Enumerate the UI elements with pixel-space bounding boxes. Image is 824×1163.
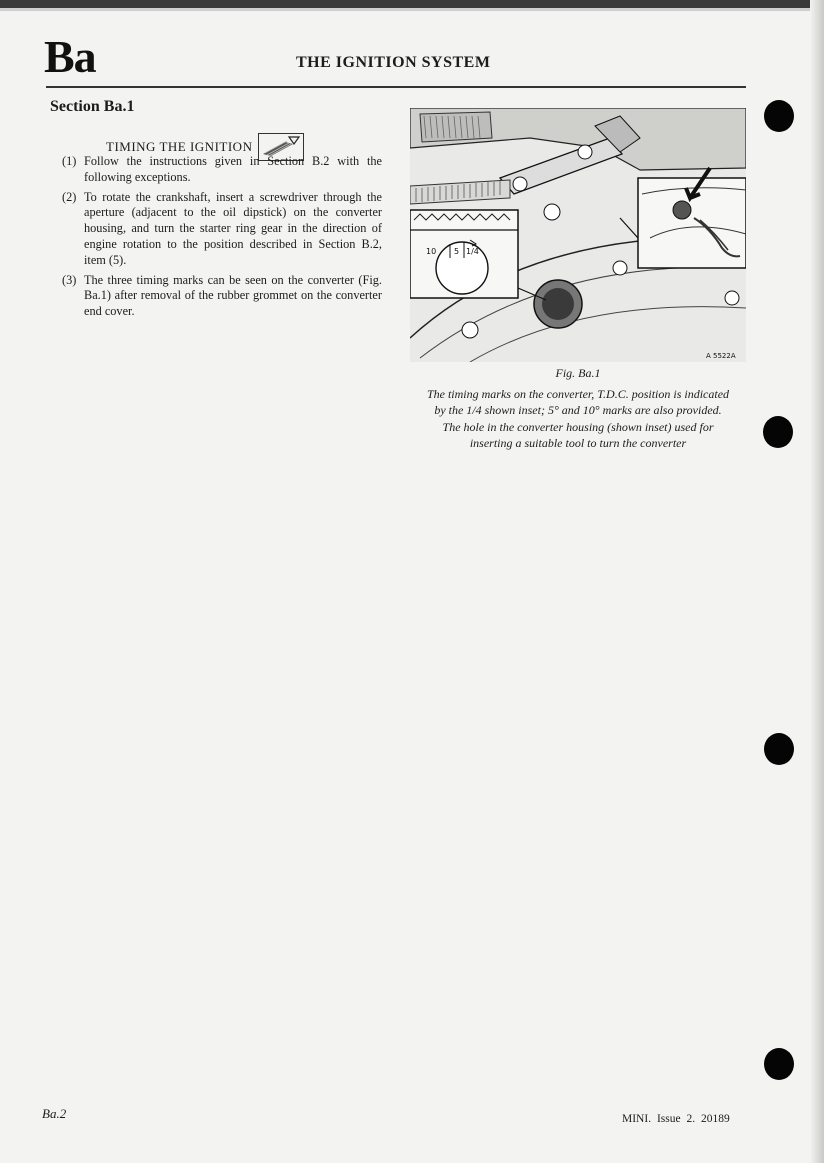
instruction-steps (62, 154, 382, 324)
scan-right-edge (810, 0, 824, 1163)
step-item (62, 273, 382, 320)
step-item (62, 190, 382, 269)
inset-mark-10: 10 (426, 247, 437, 256)
page-title: THE IGNITION SYSTEM (296, 54, 491, 71)
punch-hole (763, 416, 793, 448)
punch-hole (764, 733, 794, 765)
page-number: Ba.2 (42, 1106, 67, 1121)
inset-mark-tdc: 1/4 (466, 247, 479, 256)
step-text: Follow the instructions given in Section B.2 with the following exceptions. (84, 154, 382, 184)
step-number: (1) (62, 154, 77, 168)
scan-top-edge-shade (0, 8, 824, 11)
step-text: The three timing marks can be seen on the converter (Fig. Ba.1) after removal of the rubber grommet on the converter end cover. (84, 272, 382, 319)
inset-mark-5: 5 (454, 247, 460, 256)
figure-reference: A 5522A (706, 352, 736, 360)
punch-hole (764, 100, 794, 132)
section-code: Ba (44, 31, 96, 82)
header-rule (46, 86, 746, 88)
step-number: (2) (62, 189, 77, 204)
section-heading: Section Ba.1 (50, 98, 135, 115)
figure-label: Fig. Ba.1 (555, 366, 601, 380)
step-item (62, 154, 382, 186)
figure-caption: The timing marks on the converter, T.D.C. position is indicated by the 1/4 shown inset; 5° and 10° marks are also provided. The hole in the converter housing (shown inset) used for inserting a suitable tool to turn the converter (426, 387, 730, 451)
punch-hole (764, 1048, 794, 1080)
scan-top-edge (0, 0, 824, 8)
step-text: To rotate the crankshaft, insert a screwdriver through the aperture (adjacent to the oil dipstick) on the converter housing, and turn the starter ring gear in the direction of engine rotation to the position described in Section B.2, item (5). (84, 189, 382, 267)
subheading-text: TIMING THE IGNITION (106, 139, 253, 154)
step-number: (3) (62, 272, 77, 287)
issue-line: MINI. Issue 2. 20189 (622, 1113, 730, 1125)
converter-illustration (410, 108, 746, 362)
